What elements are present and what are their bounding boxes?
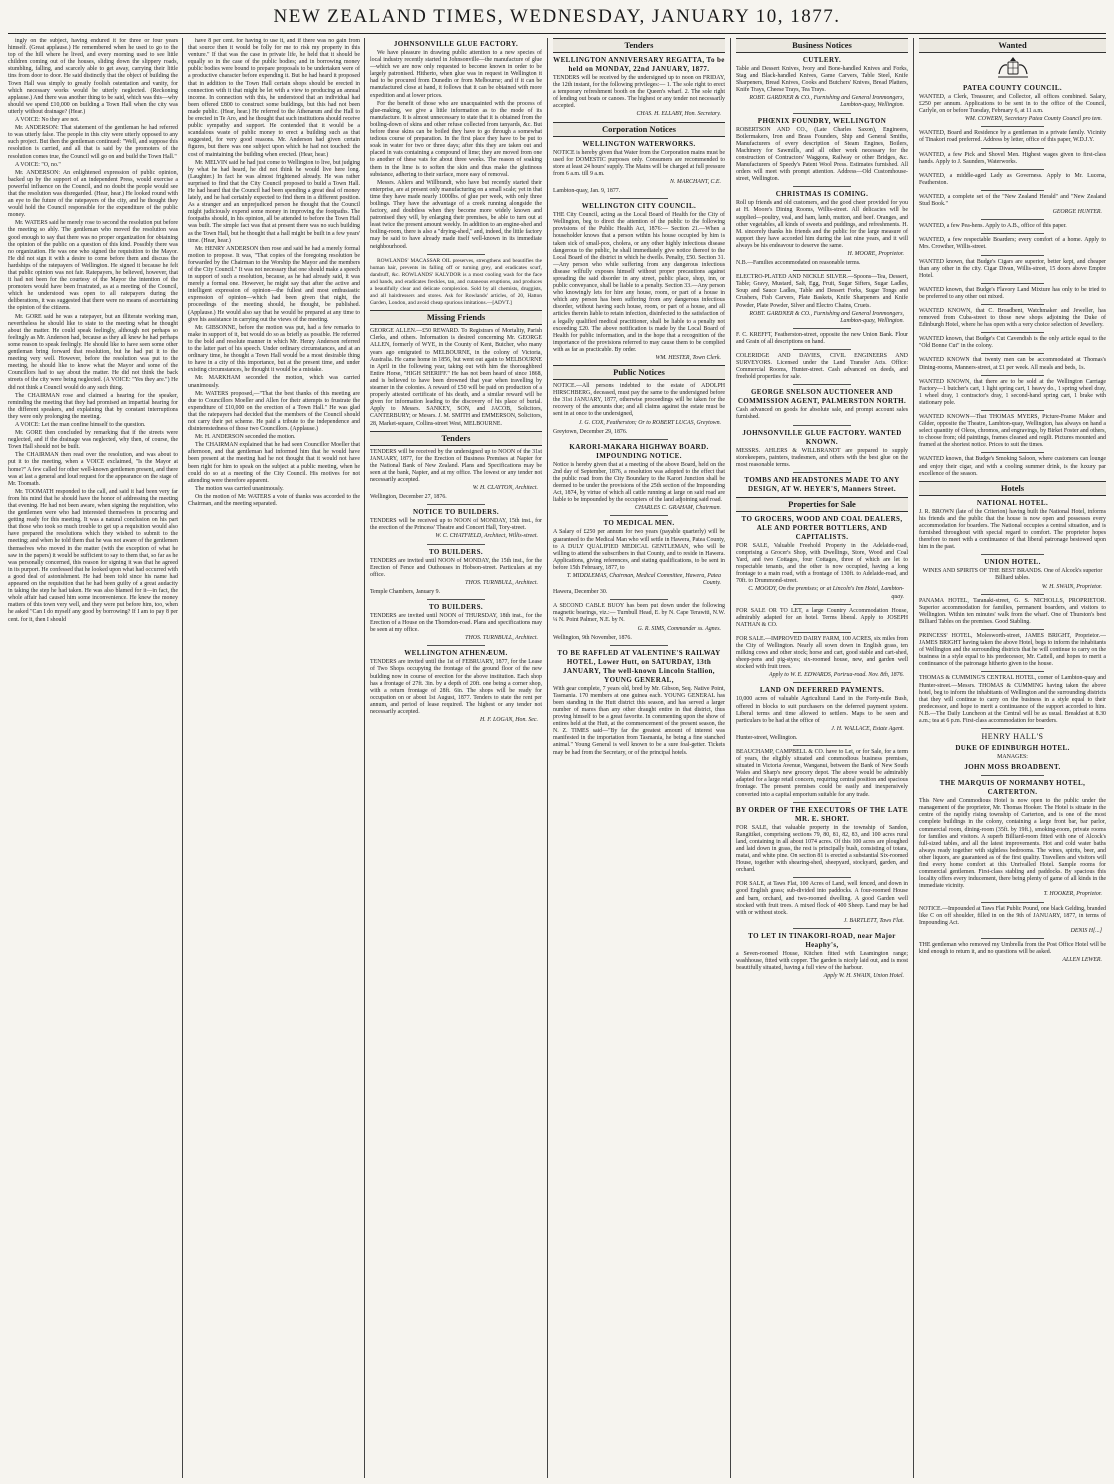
divider	[981, 353, 1045, 354]
ad-title: TOMBS AND HEADSTONES MADE TO ANY DESIGN, AT W. HEYER'S, Manners Street.	[744, 475, 900, 493]
signature: ROBT. GARDNER & CO., Furnishing and General Ironmongers, Lambton-quay, Wellington.	[749, 310, 904, 324]
column-4	[553, 38, 725, 1478]
divider	[610, 198, 668, 199]
article-paragraph: A VOICE: "O, no."	[15, 161, 61, 168]
divider	[981, 126, 1045, 127]
advertisement: FOR SALE OR TO LET, a large Country Accommodation House, admirably adapted for an hotel. Terms liberal. Apply to JOSEPH NATHAN & CO.	[736, 607, 908, 628]
divider	[981, 594, 1045, 595]
article-paragraph: Mr. WATERS said he merely rose to second the resolution put before the meeting so ably. The gentleman who moved the resolution was good enough to say that there was no proper organization for obtaining the opinion of the public on a question of this kind. Possibly there was no organization. He was one who signed the requisition to the Mayor. He did not sign it with a desire to come before them and discuss the hardships of the ratepayers of Wellington. He signed it because he felt that public opinion was not fair. Ratepayers, he believed, however, that it had not been for the courtesy of the Mayor the intention of the promoters would have been frustrated, as at a meeting of the Council, which he understood was open to all ratepayers during the deliberations, it was suggested that there were no means of ascertaining the opinion of the citizens.	[8, 220, 178, 312]
column-rule	[182, 38, 183, 1478]
article-paragraph: On the motion of Mr. WATERS a vote of thanks was accorded to the Chairman, and the meeting separated.	[188, 493, 360, 507]
ad-title: CHRISTMAS IS COMING.	[775, 190, 869, 199]
advertisement: This New and Commodious Hotel is now open to the public under the management of the proprietor, Mr. Thomas Hooker. The Hotel is situate in the centre of the rapidly rising township of Carterton, and is one of the most complete buildings in the colony, containing a large front bar, bar parlor, commercial room, dining-room (35ft. by 19ft.), smoking-room, private rooms for families and visitors. A superb Billiard-room fitted with one of Alcock's full-sized tables, and all the latest improvements. Hot and cold water baths always ready together with sightless bedrooms. The wines, spirits, beer, and other liquors, are guaranteed as of the first quality. Travellers and visitors will find every home comfort at this Unrivalled Hotel. Sample rooms for commercial gentlemen. First-class stabling and paddocks. By spacious this locality offers every inducement, there being plenty of game of all kinds in the immediate vicinity.	[919, 798, 1106, 890]
signature: W. C. CHATFIELD, Architect, Willis-street.	[435, 533, 538, 540]
article-paragraph: Mr. MARKHAM seconded the motion, which was carried unanimously.	[188, 375, 360, 389]
advertisement: FOR SALE, Valuable Freehold Property in the Adelaide-road, comprising a Grocer's Shop, with Dwellings, Store, Wood and Coal Yard, and two Cottages, four Cottages, three of which are let to respectable tenants, and the other is now occupied, having a long frontage to a main road, with a frontage of 130ft. to Adelaide-road, and 70ft. to Drummond-street.	[736, 542, 908, 585]
divider	[793, 472, 851, 473]
divider	[981, 304, 1045, 305]
section-header: Tenders	[370, 431, 542, 446]
article-paragraph: The CHAIRMAN then read over the resolution, and was about to put it to the meeting, when a VOICE exclaimed, "Is the Mayor at home?" A few called for other well-known gentlemen present, and there was at last a general and loud request for the appearance on the stage of Mr. Toomath.	[8, 452, 178, 487]
divider	[981, 255, 1045, 256]
advertisement: TENDERS are invited until NOON of THURSDAY, 18th inst., for the Erection of a House on the Thorndon-road. Plans and specifications may be seen at my office.	[370, 613, 542, 634]
divider	[981, 629, 1045, 630]
ad-title: JOHN MOSS BROADBENT.	[964, 763, 1061, 772]
section-header: Properties for Sale	[736, 497, 908, 512]
classified-ad: WANTED, a complete set of the "New Zealand Herald" and "New Zealand Stud Book."	[919, 193, 1106, 208]
divider	[610, 515, 668, 516]
ad-title: TO LET IN TINAKORI-ROAD, near Major Heaphy's,	[748, 931, 896, 949]
divider	[610, 439, 668, 440]
signature: G. R. SIMS, Commander ss. Agnes.	[637, 625, 721, 632]
ad-note: N.B.—Families accommodated on reasonable terms.	[736, 260, 861, 267]
classified-ad: WANTED known, that Budge's Cut Cavendish is the only article equal to the "Old Bonne Cut" in the colony.	[919, 336, 1106, 350]
divider	[981, 283, 1045, 284]
ad-title: LAND ON DEFERRED PAYMENTS.	[759, 686, 885, 695]
section-header: Public Notices	[553, 365, 725, 380]
divider	[793, 349, 851, 350]
article-paragraph: For the benefit of those who are unacquainted with the process of glue-making, we give a little information as to the mode of its manufacture. It is almost unnecessary to state that it is obtained from the boiling-down of skins and other refuse collected from tanyards, &c. But before these skins can be boiled they have to go through a somewhat tedious course of preparation. In the first place they have to be put to soak in water for two or three days; after this they are taken out and placed in vats containing a compound of lime; they are moved from one to another of these vats for about three weeks. The reason of soaking them in the lime is to soften the skin and thus make the glutinous substance, adhering to their surface, more easy of removal.	[370, 100, 542, 178]
divider	[981, 190, 1045, 191]
divider	[610, 599, 668, 600]
masthead-rule	[8, 33, 1106, 34]
signature: J. H. WALLACE, Estate Agent.	[831, 725, 904, 732]
signature: T. HOOKER, Proprietor.	[1043, 891, 1102, 898]
ad-title: GEORGE SNELSON AUCTIONEER AND COMMISSION AGENT, PALMERSTON NORTH.	[737, 388, 907, 406]
divider	[981, 148, 1045, 149]
dateline: Temple Chambers, January 9.	[370, 588, 441, 595]
classified-ad: WANTED, a few Pea-hens. Apply to A.B., office of this paper.	[919, 223, 1067, 230]
advertisement: A SECOND CABLE BUOY has been put down under the following magnetic bearings, viz.:— Turnbull Head, E. by N. Cape Terawiti, N.W. ¼ N. Point Palmer, N.E. by N.	[553, 603, 725, 624]
divider	[793, 682, 851, 683]
section-header: Missing Friends	[370, 310, 542, 325]
article-paragraph: The CHAIRMAN explained that he had seen Councillor Moeller that afternoon, and that gentleman had informed him that he would have been present at the meeting had he not thought that it would not have been right for him to speak on the subject at a public meeting, when he could do so at a meeting of the City Council. His motives for not attending were therefore apparent.	[188, 442, 360, 484]
signature: J. G. COX, Featherston; Or to ROBERT LUCAS, Greytown.	[578, 419, 721, 426]
masthead: NEW ZEALAND TIMES, WEDNESDAY, JANUARY 10, 1877.	[273, 6, 841, 27]
signature: GEORGE HUNTER.	[1052, 209, 1102, 216]
article-paragraph: Mr. GORE then concluded by remarking that if the streets were neglected, and if the drainage was neglected, why then, of course, the Town Hall should not be built.	[8, 430, 178, 451]
ad-title: PHŒNIX FOUNDRY, WELLINGTON	[757, 116, 887, 125]
signature: WM. COWERN, Secretary Patea County Council pro tem.	[965, 116, 1102, 123]
article-paragraph: The CHAIRMAN rose and claimed a hearing for the speaker, reminding the meeting that they had promised an impartial hearing for the different speakers, and explaining that by constant interruptions they were only prolonging the meeting.	[8, 392, 178, 420]
classified-ad: WANTED known, that Budge's Flavory Land Mixture has only to be tried to be preferred to any other out mixed.	[919, 286, 1106, 300]
dateline: Lambton-quay, Jan. 9, 1877.	[553, 188, 621, 195]
divider	[981, 375, 1045, 376]
signature: W. H. SWAIN, Proprietor.	[1041, 583, 1102, 590]
advertisement: With gear complete, 7 years old, bred by Mr. Gibson, Seq. Native Point, Tasmania. 170 members at one guinea each. YOUNG GENERAL has been standing in the Hutt district this season, and has served a larger number of mares than any other draught entire in that district, thus proving himself to be a great favorite. In commenting upon the show of entires held at the Hutt, at the commencement of the present season, the N. Z. TIMES said—"By far the greatest amount of interest was manifested in the importation from Tasmania, he being a fine stanched animal." Young General is well known to be a sure foal-getter. Tickets may be had from the Secretary, or of the principal hotels.	[553, 685, 725, 756]
divider	[981, 671, 1045, 672]
divider	[793, 928, 851, 929]
advertisement: Cash advanced on goods for absolute sale, and prompt account sales furnished.	[736, 407, 908, 421]
section-header: Corporation Notices	[553, 122, 725, 137]
article-paragraph: have 8 per cent. for having to use it, and if there was no gain from that source then it would be folly for me to risk my property in this venture." If that was the case in private life, he held that it should be equally so in the case of the public bodies; and in borrowing money public bodies were bound to prepare proposals to be undertaken were of a productive character before expending it. But he had heard it proposed that in addition to the Town Hall certain shops should be erected in connection with it that might be let with a view to producing an annual income. In connection with this, he understood that an individual had been offered £800 to construct some buildings, but this had not been made public. (Hear, hear.) He referred to the Athenæum and the Hall to be erected in Te Aro, and he thought that such institutions should receive public sympathy and support. He contended that it would be a scandalous waste of public money to erect a building such as that suggested, for very good reasons. Mr. Anderson had given certain figures, but there was one subject upon which he had not touched: the cost of maintaining the building when erected. (Hear, hear.)	[188, 38, 360, 158]
signature: J. BARTLETT, Taws Flat.	[843, 917, 904, 924]
dateline: Greytown, December 29, 1876.	[553, 428, 628, 435]
ad-label: MANAGES:	[997, 754, 1028, 761]
advertisement: THOMAS & CUMMING'S CENTRAL HOTEL, corner of Lambton-quay and Hunter-street.—Messrs. THOMAS & CUMMING having taken the above hotel, beg to inform the inhabitants of Wellington and the surrounding districts that they will continue to carry on the business in a style equal to their predecessor, and hope to merit a continuance of the support accorded to him. N.B.—The Daily Luncheon at the Central will be as usual. Breakfast at 8.30 a.m.; tea at 6 p.m. First-class accommodation for boarders.	[919, 675, 1106, 724]
article-paragraph: Mr. GIBSONNE, before the motion was put, had a few remarks to make in support of it, but would do so as briefly as possible. He referred to the bold and resolute manner in which Mr. Henry Anderson referred to the latter part of his speech. Under ordinary circumstances, and at an ordinary time, he thought a Town Hall would be a most desirable thing to have in a city of this importance, but at the present time, and under existing circumstances, he thought it would be a mistake.	[188, 324, 360, 374]
ad-title: HENRY HALL'S	[981, 732, 1044, 742]
divider	[793, 604, 851, 605]
divider	[793, 186, 851, 187]
signature: N. MARCHANT, C.E.	[670, 178, 721, 185]
ad-title: BY ORDER OF THE EXECUTORS OF THE LATE MR. E. SHORT.	[736, 805, 908, 823]
article-paragraph: Mr. ANDERSON: An enlightened expression of public opinion, backed up by the support of an independent Press, would exercise a powerful influence on the Council, and no doubt the people would see that the resolution was disregarded. (Hear, hear.) He looked round with an eye to the future of the ratepayers of the city, and he thought they would hold the Council responsible for the expenditure of the public money.	[8, 169, 178, 219]
article-paragraph: Mr. GORE said he was a ratepayer, but an illiterate working man, nevertheless he should like to state to the meeting what he thought about the matter. He could speak feelingly, although not perhaps so feelingly as Mr. Anderson had, because as they all knew he had perhaps some reason to speak feelingly. He should like to have seen some other gentleman bring forward that resolution, but he had put it to the meeting very well. However, before the resolution was put to the meeting, he should like to know what the Mayor and some of the Councillors had to say about the matter. He did not think the back streets of the city were being neglected. (A VOICE: "Yes they are.") He did not think a Council would do any such thing.	[8, 313, 178, 391]
advertisement: Roll up friends and old customers, and the good cheer provided for you at H. Moore's Dining Rooms, Willis-street. All delicacies will be supplied—poultry, veal, and ham, lamb, mutton, and beef. Oranges, and other vegetables, all kinds of sweets and puddings, and refreshments. H. M. sincerely thanks his friends and the public for the large measure of support they have accorded him during the last nine years, and it will always be his endeavour to deserve the same.	[736, 200, 908, 249]
divider	[981, 410, 1045, 411]
column-5	[736, 38, 908, 1478]
signature: T. MIDDLEMAS, Chairman, Medical Committee, Hawera, Patea County.	[566, 572, 721, 587]
column-rule	[913, 38, 914, 1478]
divider	[981, 219, 1045, 220]
advertisement: NOTICE is hereby given that Water from the Corporation mains must be used for DOMESTIC purposes only. Consumers are recommended to store at least 24 hours' supply. The Mains will be charged at full pressure from 6 a.m. till 9 a.m.	[553, 149, 725, 177]
divider	[793, 425, 851, 426]
advertisement: THE gentleman who removed my Umbrella from the Post Office Hotel will be kind enough to return it, and no questions will be asked.	[919, 941, 1106, 955]
article-headline: JOHNSONVILLE GLUE FACTORY.	[393, 40, 519, 48]
divider	[793, 802, 851, 803]
advertisement: Notice is hereby given that at a meeting of the above Board, held on the 2nd day of September, 1876, a resolution was adopted to the effect that the public road from the City Boundary to the Karori Junction shall be deemed to be under the provisions of the 25th section of the Impounding Act, 1874, by virtue of which all cattle running at large on said road are liable to be impounded by the occupiers of the land adjoining said road.	[553, 461, 725, 504]
section-header: Business Notices	[736, 38, 908, 53]
signature: H. F. LOGAN, Hon. Sec.	[480, 717, 538, 724]
article-paragraph: Mr. TOOMATH responded to the call, and said it had been very far from his mind that he should have the honor of addressing the meeting that evening. He had not been aware, when signing the requisition, who the gentlemen were who had interested themselves in procuring and getting ready for this meeting. It was a natural conclusion on his part that those who took so much trouble to get up a requisition would also have prepared the resolutions which they wished to submit to the meeting; and when he told them that he was not aware of the gentlemen themselves who moved in the matter (with the exception of what he saw in the papers) it would be sufficient to say to them that, so far as he was personally concerned, this reason for signing it was that he agreed in its purport. He confessed that he looked upon what had occurred with a good deal of astonishment. He had been told since his name had appeared on the requisition that he had been guilty of a great audacity in taking the step he had taken. He was also blamed for it—in fact, the whole affair had caused him some inconvenience. He knew the money matters of this town very well, and they were put before him, too, when he asked "Can I do myself any good by borrowing? If I am to pay 8 per cent. for it, then I should	[8, 488, 178, 623]
classified-ad: WANTED, a few Pick and Shovel Men. Highest wages given to first-class hands. Apply to J. Saunders, Waterworks.	[919, 151, 1106, 165]
column-3	[370, 38, 542, 1478]
ad-title: KARORI-MAKARA HIGHWAY BOARD. IMPOUNDING NOTICE.	[569, 442, 709, 460]
divider	[793, 745, 851, 746]
section-header: Hotels	[919, 481, 1106, 496]
advertisement: NOTICE.—All persons indebted to the estate of ADOLPH HIRSCHBERG, deceased, must pay the same to the undersigned before the 31st JANUARY, 1877, otherwise proceedings will be taken for the recovery of the amounts due; and all claims against the estate must be sent in at once to the undersigned,	[553, 383, 725, 418]
section-header: Tenders	[553, 38, 725, 53]
ad-title: WELLINGTON CITY COUNCIL.	[581, 202, 697, 211]
article-paragraph: Mr. MELVIN said he had just come to Wellington to live, but judging by what he had heard, he did not think he would live here long. (Laughter.) In fact he was almost frightened already. He was rather surprised to find that the City Council proposed to build a Town Hall. He had heard that the Council had been spending a great deal of money lately, and he had certainly expected to find them in a different position. As a stranger and an unprejudiced person he thought that the Council might judiciously expend some money in improving the footpaths. The footpaths should, in his opinion, all be attended to before the Town Hall was built. The simple fact was that at present there was no such building as the Town Hall, but he thought that a hall might be built in a few years' time. (Hear, hear.)	[188, 159, 360, 244]
article-paragraph: Mr. ANDERSON: That statement of the gentleman he had referred to was utterly false. The people in this city were utterly opposed to any such project. But then the gentleman continued: "Well, and suppose this resolution is carried, and all that is said by the promoters of the resolution comes true, the Council will go on and build the Town Hall."	[8, 125, 178, 160]
divider	[981, 775, 1045, 776]
divider	[981, 938, 1045, 939]
divider	[793, 113, 851, 114]
ad-title: WELLINGTON WATERWORKS.	[582, 139, 696, 148]
advertisement: 10,000 acres of valuable Agricultural Land in the Forty-mile Bush, offered in blocks to suit purchasers on the deferred payment system. Liberal terms and time allowed to settlers. Maps to be seen and particulars to be had at the office of	[736, 696, 908, 724]
section-header: Wanted	[919, 38, 1106, 53]
ad-title: NATIONAL HOTEL.	[976, 498, 1049, 507]
advertisement: Table and Dessert Knives, Ivory and Bone-handled Knives and Forks, Stag and Black-handled Knives, Game Carvers, Table Steel, Knife Sharpeners, Bread Knives, Cooks and Butchers' Knives, Bread Platters, Knife Trays, Cheese Trays, Tea Trays.	[736, 66, 908, 94]
dateline: Wellington, 9th November, 1876.	[553, 634, 632, 641]
divider	[793, 877, 851, 878]
column-rule	[547, 38, 548, 1478]
divider	[793, 328, 851, 329]
column-rule	[730, 38, 731, 1478]
ad-title: CUTLERY.	[802, 56, 842, 64]
divider	[793, 632, 851, 633]
signature: H. MOORE, Proprietor.	[847, 250, 904, 257]
signature: WM. HESTER, Town Clerk.	[655, 355, 721, 361]
divider	[793, 270, 851, 271]
ad-title: TO BE RAFFLED AT VALENTINE'S RAILWAY HOTEL, Lower Hutt, on SATURDAY, 13th JANUARY, The well-known Lincoln Stallion, YOUNG GENERAL,	[557, 648, 721, 684]
column-1-article	[8, 38, 178, 1478]
signature: C. MOODY, On the premises; or at Lincoln's Inn Hotel, Lambton-quay.	[748, 586, 904, 600]
advertisement: FOR SALE.—IMPROVED DAIRY FARM, 100 ACRES, six miles from the City of Wellington. Nearly all sown down in English grass, ten milking cows and other stock; horse and cart, good stable and cart-shed, sheep-pens and pig-styes; six-roomed house, new, and garden well stocked with fruit trees.	[736, 635, 908, 671]
advertisement: FOR SALE, at Taws Flat, 100 Acres of Land, well fenced, and down in good English grass; sub-divided into paddocks. A four-roomed House and barn, orchard, and two-roomed dwelling. A good Garden well stocked with fruit trees. A mixed flock of 400 Sheep. Land may be had with or without stock.	[736, 881, 908, 916]
divider	[427, 544, 485, 545]
signature: THOS. TURNBULL, Architect.	[465, 635, 538, 642]
advertisement: PRINCESS' HOTEL, Molesworth-street, JAMES BRIGHT, Proprietor.—JAMES BRIGHT having taken the above Hotel, begs to inform the inhabitants of Wellington and the surrounding districts that he will continue to carry on the business in a style equal to his predecessor, Mr. Cattell, and hopes to merit a continuance of the patronage hitherto given to the house.	[919, 632, 1106, 668]
signature: W. H. CLAYTON, Architect.	[472, 485, 538, 492]
advertisement: a Seven-roomed House, Kitchen fitted with Leamington range; washhouse, fitted with copper. The garden is nicely laid out, and is most beautifully situated, having a full view of the harbour.	[736, 950, 908, 972]
article-paragraph: Mr. H. ANDERSON seconded the motion.	[195, 434, 296, 441]
article-paragraph: Mr. WATERS proposed,—"That the best thanks of this meeting are due to Councillors Moeller and Allen for their attempts to frustrate the expenditure of £10,000 on the erection of a Town Hall." He was glad that the ratepayers had decided that the members of the Council should not carry their pet scheme. He paid a tribute to the independence and disinterestedness of those two Councillors. (Applause.)	[188, 390, 360, 433]
ad-title: PATEA COUNTY COUNCIL.	[962, 84, 1063, 92]
advertisement: THE City Council, acting as the Local Board of Health for the City of Wellington, beg to direct the attention of the public to the following provisions of the Public Health Act, 1876:— Section 21.—When a householder knows that a person within his house occupied by him is taken sick of small-pox, cholera, or any other highly infectious disease dangerous to the public, he shall immediately give notice thereof to the Local Board of the district in which he dwells. Penalty, £50. Section 31.—Any person who while suffering from any dangerous infectious disease wilfully exposes himself without proper precautions against spreading the said disorder in any street, public place, shop, inn, or public conveyance, shall be liable to a penalty. Section 33.—Any person who knowingly lets for hire any house, room, or part of a house in which any person has been suffering from any dangerous infectious disorder, without having such house, room, or part of a house, and all articles therein liable to retain infection, disinfected to the satisfaction of a legally qualified medical practitioner, shall be liable to a penalty not exceeding £20. The above notification is made by the Local Board of Health for public information, and in the hope that a recognition of the importance of the provisions referred to may cause them to be complied with as far as practicable. By order.	[553, 212, 725, 353]
classified-ad: WANTED KNOWN, that there are to be sold at the Wellington Carriage Factory—1 butcher's cart, 1 light spring cart, 1 heavy do., 1 spring wheel dray, 1 wheel dray, 1 contractor's dray, 1 second-hand spring cart, 1 brake with stationary pole.	[919, 378, 1106, 406]
ad-title: TO BUILDERS.	[428, 547, 484, 556]
dateline: Wellington, December 27, 1876.	[370, 494, 447, 501]
classified-ad: WANTED known, that Budge's Smoking Saloon, where customers can lounge and enjoy their cigar, and with a cooling summer drink, is the luxury par excellence of the season.	[919, 456, 1106, 477]
ad-title: TO MEDICAL MEN.	[603, 519, 675, 528]
divider	[981, 452, 1045, 453]
divider	[981, 332, 1045, 333]
classified-ad: WANTED, a few respectable Boarders; every comfort of a home. Apply to Mrs. Crowther, Willis-street.	[919, 237, 1106, 251]
divider	[427, 504, 485, 505]
signature: CHARLES C. GRAHAM, Chairman.	[634, 505, 721, 512]
classified-ad: WANTED KNOWN that twenty men can be accommodated at Thomas's Dining-rooms, Manners-street, at £1 per week. All meals and beds, 1s.	[919, 357, 1106, 371]
ad-title: DUKE OF EDINBURGH HOTEL.	[955, 744, 1070, 753]
article-paragraph: Messrs. Ahlers and Willbrandt, who have but recently started their enterprise, are at present only manufacturing on a small scale; yet in that time they have made nearly 1000lbs. of glue per week, with only three boilings. They have the advantage of a creek running alongside the factory, and doubtless when they become more widely known and patronised they will, by enlarging their premises, be able to turn out at least twice the present amount weekly. In addition to an engine-shed and boiling-room, there is also a "drying-shed," and, indeed, the little factory may be said to have already made itself well-known in its immediate neighbourhood.	[370, 179, 542, 250]
signature: Apply to W. E. EDWARDS, Porirua-road. Nov. 8th, 1876.	[768, 672, 904, 679]
advertisement: TENDERS will be received by the undersigned up to noon on FRIDAY, the 12th instant, for the following privileges:— 1. The sole right to erect a temporary refreshment booth on the Queen's wharf. 2. The sole right of lending out boats or canoes. The highest or any tender not necessarily accepted.	[553, 75, 725, 110]
advertisement: GEORGE ALLEN.—£50 REWARD. To Registrars of Mortality, Parish Clerks, and others. Information is desired concerning Mr. GEORGE ALLEN, formerly of WYE, in the County of Kent, Butcher, who many years ago emigrated to MELBOURNE, in the colony of Victoria, Australia. He came home in 1856, but went out again to MELBOURNE in April in the following year, taking out with him the thoroughbred Entire Horse, "HIGH SHERIFF." He has not been heard of since 1868, and is believed to have been drowned that year when travelling by steamer in the colonies. A reward of £50 will be paid on production of a properly attested certificate of his death, and a similar reward will be given for information leading to the discovery of his place of burial. Apply to Messrs. SANKEY, SON, and JACOB, Solicitors, CANTERBURY; or Messrs. J. M. SMITH and EMMERSON, Solicitors, 28, Market-square, Collins-street West, MELBOURNE.	[370, 328, 542, 427]
advertisement: MESSRS. AHLERS & WILLBRANDT are prepared to supply storekeepers, painters, tradesmen, and others with the best glue on the most reasonable terms.	[736, 447, 908, 468]
column-6	[919, 38, 1106, 1478]
ad-title: TO GROCERS, WOOD AND COAL DEALERS, ALE AND PORTER BOTTLERS, AND CAPITALISTS.	[741, 514, 903, 541]
column-2-article	[188, 38, 360, 1478]
divider	[981, 554, 1045, 555]
advertisement: TENDERS will be received up to NOON of MONDAY, 15th inst., for the erection of the Princess' Theatre and Concert Hall, Tory-street.	[370, 518, 542, 532]
classified-ad: WANTED known, that Budge's Cigars are superior, better kept, and cheaper than any other in the city. Cigar Divan, Willis-street, 15 doors above Empire Hotel.	[919, 258, 1106, 279]
signature: DENIS H[...]	[1070, 927, 1102, 934]
ad-title: THE MARQUIS OF NORMANBY HOTEL, CARTERTON.	[939, 779, 1086, 797]
column-rule	[364, 38, 365, 1478]
signature: Apply W. H. SWAIN, Union Hotel.	[823, 973, 904, 980]
dateline: Hawera, December 30.	[553, 589, 608, 596]
advertisement: TENDERS are invited until NOON of MONDAY, the 15th inst., for the Erection of Fence and Outhouses in Hobson-street. Particulars at my office.	[370, 557, 542, 578]
ad-title: JOHNSONVILLE GLUE FACTORY. WANTED KNOWN.	[742, 428, 902, 446]
divider	[427, 254, 485, 255]
advertisement: TENDERS are invited until the 1st of FEBRUARY, 1877, for the Lease of Two Shops occupying the frontage of the ground floor of the new building now in course of erection for the above institution. Each shop has a frontage of 27ft. 3in. by a depth of 20ft. one being a corner shop, with a return frontage of 28ft. 6in. The shops will be ready for occupation on or about 1st August, 1877. Tenders to state the rent per annum, and period of lease required. The highest or any tender not necessarily accepted.	[370, 659, 542, 716]
classified-ad: WANTED, a middle-aged Lady as Governess. Apply to Mr. Lucena, Featherston.	[919, 172, 1106, 186]
advertisement: J. R. BROWN (late of the Criterion) having built the National Hotel, informs his friends and the public that the house is now open and possesses every accommodation for boarders. The National occupies a central situation, and is furnished throughout with special regard to comfort. The proprietor hopes therefore to meet with a continuance of that liberal patronage bestowed upon him in the past.	[919, 508, 1106, 551]
divider	[793, 384, 851, 385]
divider	[981, 169, 1045, 170]
ad-title: WELLINGTON ANNIVERSARY REGATTA, To be held on MONDAY, 22nd JANUARY, 1877.	[553, 56, 725, 73]
classified-ad: WANTED KNOWN—That THOMAS MYERS, Picture-Frame Maker and Gilder, opposite the Theatre, Lambton-quay, Wellington, has always on hand a select quantity of Oleos, chromos, and engravings, by Birket Foster and others, to choose from; old paintings, frames cleaned and regilt. Pictures mounted and framed at the shortest notice. Prices to suit the times.	[919, 414, 1106, 449]
article-paragraph: A VOICE: Let the man confine himself to the question.	[15, 421, 146, 428]
article-paragraph: Mr. HENRY ANDERSON then rose and said he had a merely formal motion to propose. It was, "That copies of the foregoing resolution be forwarded by the Chairman to the Worship the Mayor and the members of the City Council." It was not necessary that one should make a speech in support of such a resolution, because, as he had already said, it was merely a formal one. However, he might say that after the active and intelligent expression of opinion—the fullest and most enthusiastic expression of opinion—which had been given that night, the proceedings of the meeting should, he thought, be published. (Applause.) He would also say that he would be prepared at any time to give his assistance in carrying out the views of the meeting.	[188, 245, 360, 323]
advertisement: ELECTRO-PLATED AND NICKLE SILVER.—Spoons—Tea, Dessert, Table; Gravy, Mustard, Salt, Egg, Fruit, Sugar Sifters, Sugar Ladles, Soup and Sauce Ladles, Table and Dessert Forks, Sugar Tongs and Crushers, Fish Carvers, Plate Baskets, Knife Sharpeners and Knife Powder, Plate Powder, Silver and Electro Chains, Cruets.	[736, 274, 908, 309]
divider	[981, 728, 1045, 729]
signature: THOS. TURNBULL, Architect.	[465, 579, 538, 586]
article-paragraph: A VOICE: No they are not.	[15, 117, 80, 124]
advertisement: COLERIDGE AND DAVIES, CIVIL ENGINEERS AND SURVEYORS. Licensed under the Land Transfer Acts. Office: Commercial Rooms, Hunter-street. Cash advanced on deeds, and freehold properties for sale.	[736, 353, 908, 381]
advertisement: ROWLANDS' MACASSAR OIL preserves, strengthens and beautifies the human hair, prevents its falling off or turning grey, and eradicates scurf, dandruff, &c. ROWLANDS' KALYDOR is a most cooling wash for the face and hands, and eradicates freckles, tan, and cutaneous eruptions, and produces a beautifully clear and delicate complexion. Sold by all chemists, druggists, and all hairdressers and stores. Ask for Rowlands' articles, of 20, Hatton Garden, London, and avoid cheap spurious imitations.—[ADVT.]	[370, 257, 542, 307]
article-paragraph: ingly on the subject, having endured it for three or four years himself. (Great applause.) He remembered when he used to go to the top of the hill where he lived, and every morning used to see little children coming out of the houses, sliding down the slippery roads, stumbling, falling, and scarcely able to get away, carrying their little tins from door to door. He said distinctly that the object of building the Town Hall was simply to greatly foolish ostentation and vanity, for which necessary works would be utterly neglected. (Reckoning applause.) And there was another thing to be said, which was this—why should we spend £10,000 on building a Town Hall when the city was utterly without drainage? (Hear.)	[8, 38, 178, 115]
classified-ad: WANTED KNOWN, that C. Broadbent, Watchmaker and Jeweller, has removed from Cuba-street to those new shops adjoining the Duke of Edinburgh Hotel, where he has open with a very choice selection of Jewellery.	[919, 307, 1106, 329]
ad-title: WELLINGTON ATHENÆUM.	[404, 649, 508, 658]
advertisement: WANTED, a Clerk, Treasurer, and Collector, all offices combined. Salary, £250 per annum. Applications to be sent in to the office of the Council, Carlyle, on or before Tuesday, February 6, at 11 a.m.	[919, 94, 1106, 115]
divider	[981, 233, 1045, 234]
divider	[427, 645, 485, 646]
ad-title: TO BUILDERS.	[428, 603, 484, 611]
advertisement: NOTICE.—Impounded at Taws Flat Public Pound, one black Gelding, branded like C on off shoulder, filled in on the 9th of JANUARY, 1877, in terms of Impounding Act.	[919, 905, 1106, 926]
ad-title: NOTICE TO BUILDERS.	[412, 508, 500, 517]
divider	[427, 599, 485, 600]
divider	[981, 902, 1045, 903]
ad-title: UNION HOTEL.	[984, 558, 1041, 567]
classified-ad: WANTED, Board and Residence by a gentleman in a private family. Vicinity of Tinakori road preferred. Address by letter, office of this paper, W.D.J.Y.	[919, 130, 1106, 144]
article-paragraph: The motion was carried unanimously.	[195, 485, 284, 492]
signature: ALLEN LEWER.	[1062, 957, 1102, 964]
advertisement: WINES AND SPIRITS OF THE BEST BRANDS. One of Alcock's superior Billiard tables.	[922, 568, 1103, 582]
divider	[610, 645, 668, 646]
advertisement: F. C. KREFFT, Featherston-street, opposite the new Union Bank. Flour and Grain of all descriptions on hand.	[736, 331, 908, 345]
advertisement: FOR SALE, that valuable property in the township of Sandon, Rangitikei, comprising sections 79, 80, 81, 82, 83, and 100 acres rural land, containing in all about 1074 acres. Of this 100 acres are ploughed and laid down in grass, the rest is principally bush, consisting of totara, matai, and white pine. On section 81 is erected a substantial Six-roomed House, together with shearing-shed, sheepyard, stockyard, garden, and orchard.	[736, 824, 908, 874]
article-paragraph: We have pleasure in drawing public attention to a new species of local industry recently started in Johnsonville—the manufacture of glue—which we are now only requested to become known in order to be largely patronised. Hitherto, when glue was in request in Wellington it had to be procured from Dunedin or from Melbourne; and if it can be manufactured close at hand, it follows that it can be obtained with more expedition and at lower prices.	[370, 50, 542, 99]
signature: CHAS. H. ELLABY, Hon. Secretary.	[636, 111, 721, 118]
signature: ROBT. GARDNER & CO., Furnishing and General Ironmongers, Lambton-quay, Wellington.	[749, 95, 904, 109]
advertisement: ROBERTSON AND CO., (Late Charles Saxon), Engineers, Boilermakers, Iron and Brass Founders, Ship and General Smiths, Manufacturers of every description of Steam Engines, Boilers, Machinery for Sawmills, and all other work necessary for the construction of Contractors' Waggons, Railway or other Bridges, &c. Manufacturers of Speedy's Patent Wool Press. Estimates furnished. All orders will meet with prompt attention. Address—Old Customhouse-street, Wellington.	[736, 126, 908, 183]
advertisement: TENDERS will be received by the undersigned up to NOON of the 31st JANUARY, 1877, for the Erection of Business Premises at Napier for the National Bank of New Zealand. Plans and Specifications may be seen at the bank, Napier, and at my office. The lowest or any tender not necessarily accepted.	[370, 448, 542, 483]
advertisement: PANAMA HOTEL, Taranaki-street, G. S. NICHOLLS, PROPRIETOR. Superior accommodation for families, permanent boarders, and visitors to Wellington. Within ten minutes' walk from the wharf. One of Thurston's best Billiard Tables on the premises. Good Stabling.	[919, 597, 1106, 625]
advertisement: A Salary of £250 per annum for two years (payable quarterly) will be guaranteed to the Medical Man who will settle in Hawera, Patea County, to A DULY QUALIFIED MEDICAL GENTLEMAN, who will be willing to attend the subscribers in that County, and to reside in Hawera. Applications, giving references, and stating qualifications, to be sent in before 15th February, 1877, to	[553, 529, 725, 571]
advertisement: BEAUCHAMP, CAMPBELL & CO. have to Let, or for Sale, for a term of years, the eligibly situated and commodious business premises, situated in Victoria Avenue, Wanganui, between the Bank of New South Wales and Sharp's new grocery depot. The above would be admirably adapted for a large retail concern, requiring central position and spacious frontage. The present premises could be easily and inexpensively converted into a capital emporium suitable for any trade.	[736, 749, 908, 798]
dateline: Hunter-street, Wellington.	[736, 734, 798, 741]
royal-coat-of-arms-icon	[993, 56, 1033, 82]
